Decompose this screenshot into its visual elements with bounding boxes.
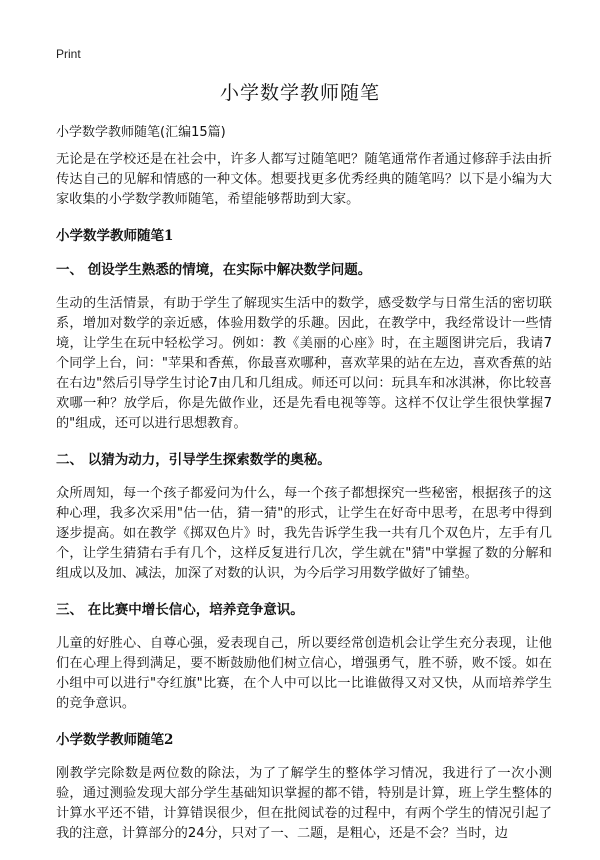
section-2-paragraph: 众所周知，每一个孩子都爱问为什么，每一个孩子都想探究一些秘密，根据孩子的这种心理，我多次采用"估一估，猜一猜"的形式，让学生在好奇中思考，在思考中得到逐步提高。如在教学《掷双色片》时，我先告诉学生我一共有几个双色片，左手有几个，让学生猜猜右手有几个，这样反复进行几次，学生就在"猜"中掌握了数的分解和组成以及加、减法，加深了对数的认识，为今后学习用数学做好了铺垫。 — [56, 486, 552, 581]
document-body — [56, 150, 552, 860]
essay-2-heading: 小学数学教师随笔2 — [56, 732, 174, 748]
section-1-paragraph: 生动的生活情景，有助于学生了解现实生活中的数学，感受数学与日常生活的密切联系，增加对数学的亲近感，体验用数学的乐趣。因此，在教学中，我经常设计一些情境，让学生在玩中轻松学习。例如：教《美丽的心座》时，在主题图讲完后，我请7个同学上台，问："苹果和香蕉，你最喜欢哪种，喜欢苹果的站在左边，喜欢香蕉的站在右边"然后引导学生讨论7由几和几组成。师还可以问：玩具车和冰淇淋，你比较喜欢哪一种？放学后，你是先做作业，还是先看电视等等。这样不仅让学生很快掌握7的"组成，还可以进行思想教育。 — [56, 296, 552, 431]
section-2-heading: 二、 以猜为动力，引导学生探索数学的奥秘。 — [56, 452, 331, 468]
section-1-heading: 一、 创设学生熟悉的情境，在实际中解决数学问题。 — [56, 262, 372, 278]
print-link[interactable]: Print — [56, 47, 81, 61]
section-3-paragraph: 儿童的好胜心、自尊心强，爱表现自己，所以要经常创造机会让学生充分表现，让他们在心理上得到满足，要不断鼓励他们树立信心，增强勇气，胜不骄，败不馁。如在小组中可以进行"夺红旗"比赛，在个人中可以比一比谁做得又对又快，从而培养学生的竞争意识。 — [56, 636, 552, 711]
page-title: 小学数学教师随笔 — [219, 82, 380, 104]
essay-2-paragraph: 刚教学完除数是两位数的除法，为了了解学生的整体学习情况，我进行了一次小测验，通过测验发现大部分学生基础知识掌握的都不错，特别是计算，班上学生整体的计算水平还不错，计算错误很少，但在批阅试卷的过程中，有两个学生的情况引起了我的注意，计算部分的24分，只对了一、二题，是粗心，还是不会？当时，边 — [56, 766, 552, 841]
section-3-heading: 三、 在比赛中增长信心，培养竞争意识。 — [56, 602, 304, 618]
essay-1-heading: 小学数学教师随笔1 — [56, 228, 174, 244]
intro-paragraph: 无论是在学校还是在社会中，许多人都写过随笔吧？随笔通常作者通过修辞手法由折传达自己的见解和情感的一种文体。想要找更多优秀经典的随笔吗？以下是小编为大家收集的小学数学教师随笔，希望能够帮助到大家。 — [56, 152, 552, 207]
document-subtitle: 小学数学教师随笔(汇编15篇) — [56, 125, 226, 140]
